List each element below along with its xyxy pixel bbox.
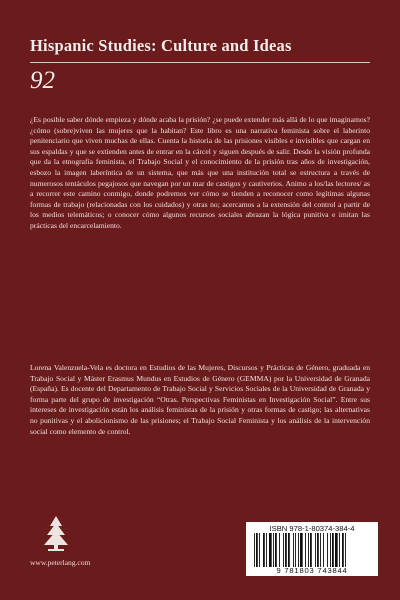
isbn-barcode: [246, 522, 378, 576]
series-title: Hispanic Studies: Culture and Ideas: [30, 36, 292, 55]
isbn-text: ISBN 978-1-80374-384-4: [269, 524, 355, 533]
author-bio: Lorena Valenzuela-Vela es doctora en Estudios de las Mujeres, Discursos y Prácticas de Género, graduada en Trabajo Social y Máster Erasmus Mundus en Estudios de Género (GEMMA) por la Universidad de Granada (España). Es docente del Departamento de Trabajo Social y Servicios Sociales de la Universidad de Granada y forma parte del grupo de investigación “Otras. Perspectivas Feministas en Investigación Social”. Entre sus intereses de investigación están los análisis feministas de la prisión y otras formas de castigo; las alternativas no punitivas y el abolicionismo de las prisiones; el Trabajo Social Feminista y los análisis de la intervención social como elemento de control.: [30, 363, 370, 436]
book-blurb: ¿Es posible saber dónde empieza y dónde acaba la prisión? ¿se puede extender más allá de lo que imaginamos? ¿cómo (sobre)viven las mujeres que la habitan? Este libro es una narrativa feminista sobre el laberinto penitenciario que viven muchas de ellas. Cuenta la historia de las prisiones visibles e invisibles que cargan en sus espaldas y que se extienden antes de entrar en la cárcel y siguen después de salir. Desde la visión profunda que da la etnografía feminista, el Trabajo Social y el conocimiento de la prisión tras años de investigación, esbozo la imagen laberíntica de un sistema, que más que una institución total se estructura a través de numerosos tentáculos pegajosos que navegan por un mar de castigos y cautiverios. Animo a los/las lectores/ as a recorrer este camino conmigo, donde podremos ver cómo se tienden a reconocer como legítimas algunas formas de trabajo (relacionadas con los cuidados) y otras no; acercamos a la extensión del control a partir de los medios telemáticos; o conocer cómo algunos recursos sociales abrazan la lógica punitiva e imitan las prácticas del encarcelamiento.: [30, 115, 370, 230]
publisher-url[interactable]: www.peterlang.com: [30, 558, 91, 567]
barcode-digits: 9 781803 743844: [276, 566, 348, 575]
series-divider: [30, 62, 370, 63]
peter-lang-tree-logo-icon: [38, 514, 74, 554]
series-number: 92: [30, 67, 55, 94]
barcode-bars: [254, 533, 372, 567]
